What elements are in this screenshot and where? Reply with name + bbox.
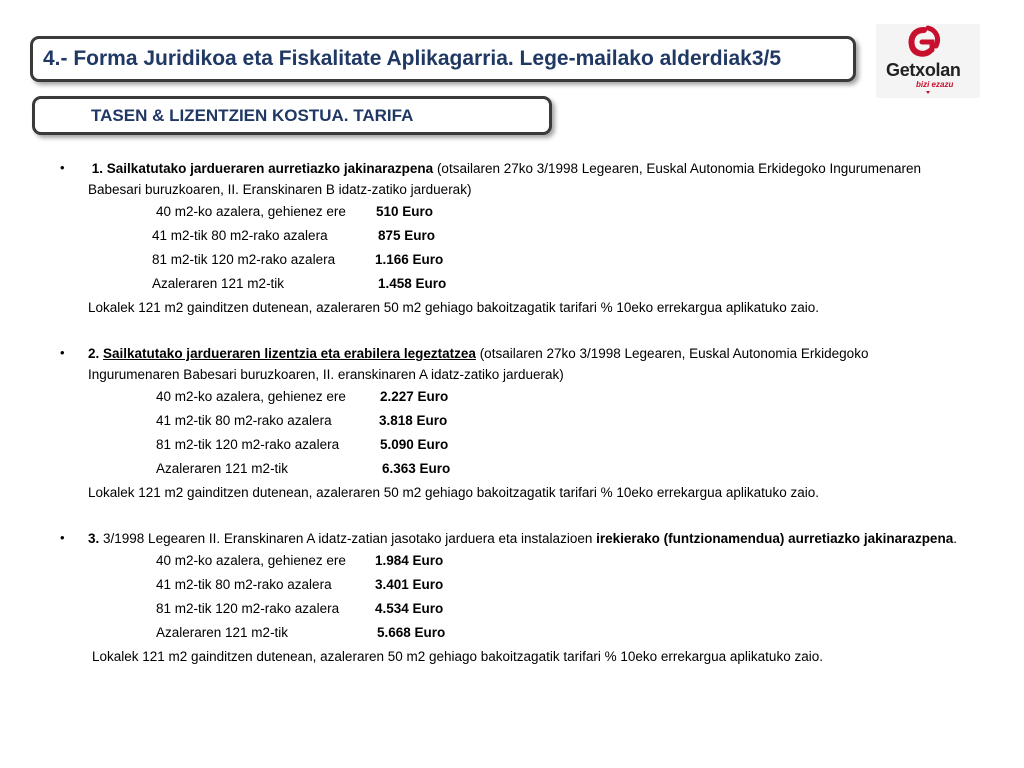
rate-value: 2.227 Euro (380, 389, 449, 404)
bullet: • (60, 160, 65, 175)
section-description: (otsailaren 27ko 3/1998 Legearen, Euskal Autonomia Erkidegoko Ingurumenaren Babesari buruzkoaren, II. eranskinaren A idatz-zatiko jarduerak) (88, 346, 869, 382)
section-2-heading (88, 341, 958, 385)
section-title: irekierako (funtzionamendua) aurretiazko jakinarazpena (596, 531, 954, 546)
section-description-end: . (953, 531, 957, 546)
section-number: 3. (88, 531, 100, 546)
slide-subtitle: TASEN & LIZENTZIEN KOSTUA. TARIFA (91, 105, 414, 125)
rate-value: 4.534 Euro (375, 601, 444, 616)
section-3 (0, 526, 1024, 669)
rate-label: Azaleraren 121 m2-tik (156, 625, 289, 640)
rate-label: 81 m2-tik 120 m2-rako azalera (156, 437, 340, 452)
rate-row (0, 573, 1024, 597)
slide-content (0, 156, 1024, 669)
slide-subtitle-box (32, 96, 552, 135)
logo-tagline: bizi ezazu (916, 80, 954, 89)
rate-value: 5.668 Euro (377, 625, 446, 640)
section-description: (otsailaren 27ko 3/1998 Legearen, Euskal Autonomia Erkidegoko Ingurumenaren Babesari buruzkoaren, II. Eranskinaren B idatz-zatiko jarduerak) (88, 161, 922, 197)
rate-value: 3.401 Euro (375, 577, 444, 592)
rate-label: 40 m2-ko azalera, gehienez ere (156, 389, 346, 404)
rate-label: 41 m2-tik 80 m2-rako azalera (152, 228, 328, 243)
rate-value: 510 Euro (376, 204, 434, 219)
rate-label: 41 m2-tik 80 m2-rako azalera (156, 577, 332, 592)
rate-row (0, 200, 1024, 224)
section-number: 2. (88, 346, 100, 361)
rate-value: 3.818 Euro (379, 413, 448, 428)
section-1 (0, 156, 1024, 320)
rate-row (0, 597, 1024, 621)
section-description: 3/1998 Legearen II. Eranskinaren A idatz-zatian jasotako jarduera eta instalazioen (99, 531, 597, 546)
section-3-heading (88, 526, 958, 549)
section-title: Sailkatutako jardueraren lizentzia eta erabilera legeztatzea (103, 346, 476, 361)
rate-value: 5.090 Euro (380, 437, 449, 452)
rate-value: 1.458 Euro (378, 276, 447, 291)
rate-row (0, 409, 1024, 433)
rate-label: 40 m2-ko azalera, gehienez ere (156, 553, 346, 568)
rate-row (0, 248, 1024, 272)
rate-value: 6.363 Euro (382, 461, 451, 476)
surcharge-note: Lokalek 121 m2 gainditzen dutenean, azaleraren 50 m2 gehiago bakoitzagatik tarifari % 10eko errekargua aplikatuko zaio. (92, 649, 823, 664)
logo-name: Getxolan (886, 60, 961, 80)
section-number: 1. (91, 161, 104, 176)
section-2 (0, 341, 1024, 505)
rate-row (0, 457, 1024, 481)
section-1-heading (88, 156, 958, 200)
rate-value: 1.984 Euro (375, 553, 444, 568)
surcharge-note: Lokalek 121 m2 gainditzen dutenean, azaleraren 50 m2 gehiago bakoitzagatik tarifari % 10eko errekargua aplikatuko zaio. (88, 300, 819, 315)
rate-value: 875 Euro (378, 228, 436, 243)
rate-row (0, 549, 1024, 573)
bullet: • (60, 530, 65, 545)
rate-row (0, 433, 1024, 457)
rate-row (0, 224, 1024, 248)
bullet: • (60, 345, 65, 360)
rate-label: Azaleraren 121 m2-tik (156, 461, 289, 476)
rate-row (0, 272, 1024, 296)
rate-row (0, 385, 1024, 409)
getxolan-logo (876, 24, 980, 98)
section-title: Sailkatutako jardueraren aurretiazko jakinarazpena (106, 161, 434, 176)
slide-title-box (30, 36, 856, 82)
rate-value: 1.166 Euro (375, 252, 444, 267)
rate-label: Azaleraren 121 m2-tik (152, 276, 285, 291)
slide-title: 4.- Forma Juridikoa eta Fiskalitate Aplikagarria. Lege-mailako alderdiak3/5 (43, 47, 782, 70)
surcharge-note: Lokalek 121 m2 gainditzen dutenean, azaleraren 50 m2 gehiago bakoitzagatik tarifari % 10eko errekargua aplikatuko zaio. (88, 485, 819, 500)
rate-row (0, 621, 1024, 645)
rate-label: 81 m2-tik 120 m2-rako azalera (152, 252, 336, 267)
rate-label: 81 m2-tik 120 m2-rako azalera (156, 601, 340, 616)
rate-label: 41 m2-tik 80 m2-rako azalera (156, 413, 332, 428)
rate-label: 40 m2-ko azalera, gehienez ere (156, 204, 346, 219)
